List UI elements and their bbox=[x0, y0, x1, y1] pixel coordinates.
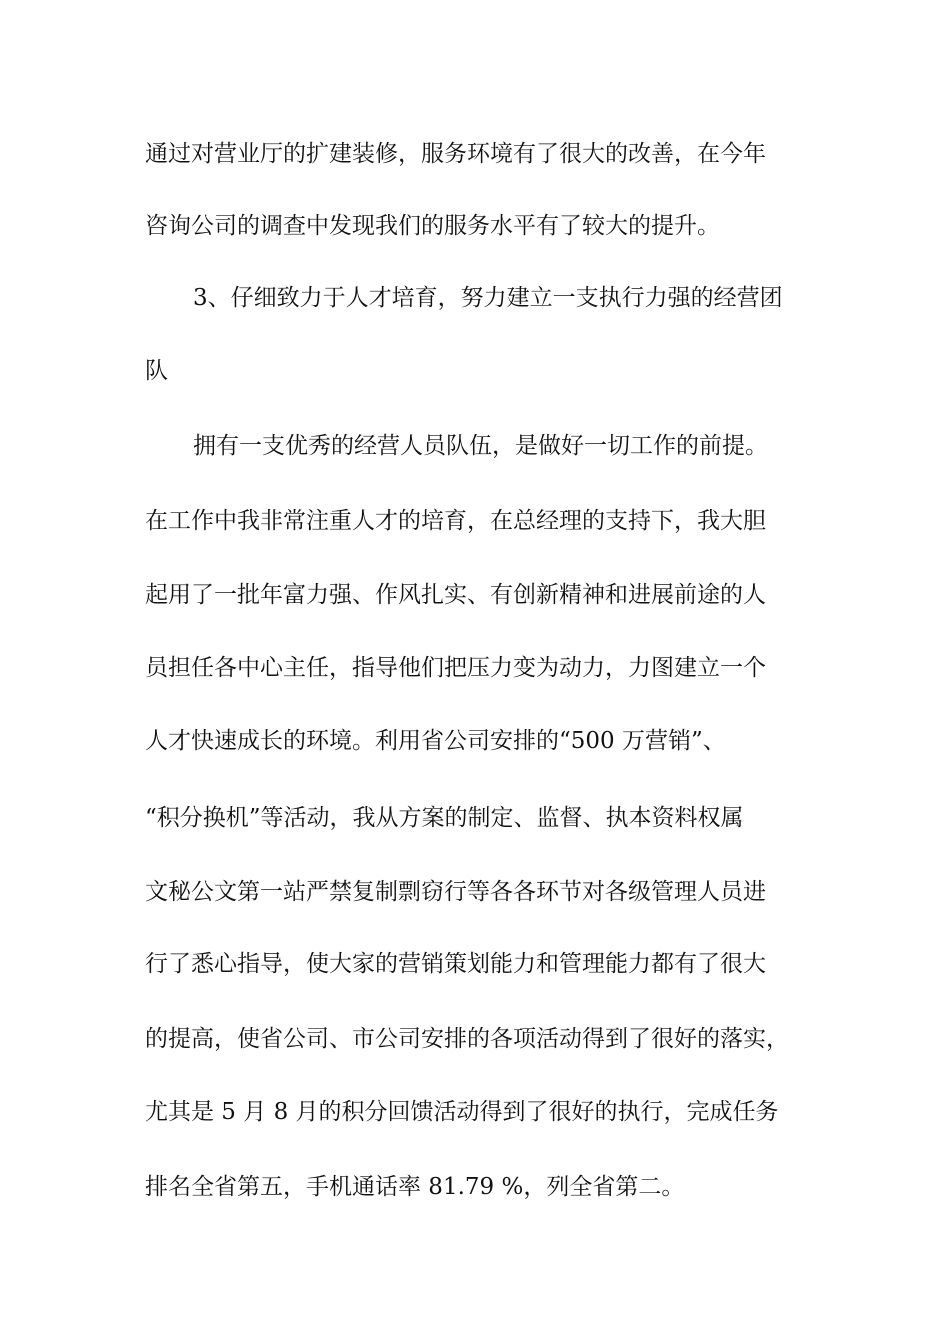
text-line-14: 尤其是 5 月 8 月的积分回馈活动得到了很好的执行，完成任务 bbox=[145, 1099, 779, 1125]
text-line-11: 文秘公文第一站严禁复制剽窃行等各各环节对各级管理人员进 bbox=[145, 879, 766, 905]
text-line-8: 员担任各中心主任，指导他们把压力变为动力，力图建立一个 bbox=[145, 655, 766, 681]
text-line-2: 咨询公司的调查中发现我们的服务水平有了较大的提升。 bbox=[145, 213, 720, 239]
text-line-7: 起用了一批年富力强、作风扎实、有创新精神和进展前途的人 bbox=[145, 582, 766, 608]
text-line-12: 行了悉心指导，使大家的营销策划能力和管理能力都有了很大 bbox=[145, 951, 766, 977]
section-heading-3-cont: 队 bbox=[145, 358, 168, 384]
section-heading-3: 3、仔细致力于人才培育，努力建立一支执行力强的经营团 bbox=[193, 285, 783, 311]
text-line-6: 在工作中我非常注重人才的培育，在总经理的支持下，我大胆 bbox=[145, 508, 766, 534]
text-line-13: 的提高，使省公司、市公司安排的各项活动得到了很好的落实， bbox=[145, 1026, 789, 1052]
text-line-5: 拥有一支优秀的经营人员队伍，是做好一切工作的前提。 bbox=[193, 433, 768, 459]
text-line-1: 通过对营业厅的扩建装修，服务环境有了很大的改善，在今年 bbox=[145, 141, 766, 167]
text-line-10: “积分换机”等活动，我从方案的制定、监督、执本资料权属 bbox=[145, 805, 744, 831]
text-line-15: 排名全省第五，手机通话率 81.79 %，列全省第二。 bbox=[145, 1174, 685, 1200]
text-line-9: 人才快速成长的环境。利用省公司安排的“500 万营销”、 bbox=[145, 728, 726, 754]
